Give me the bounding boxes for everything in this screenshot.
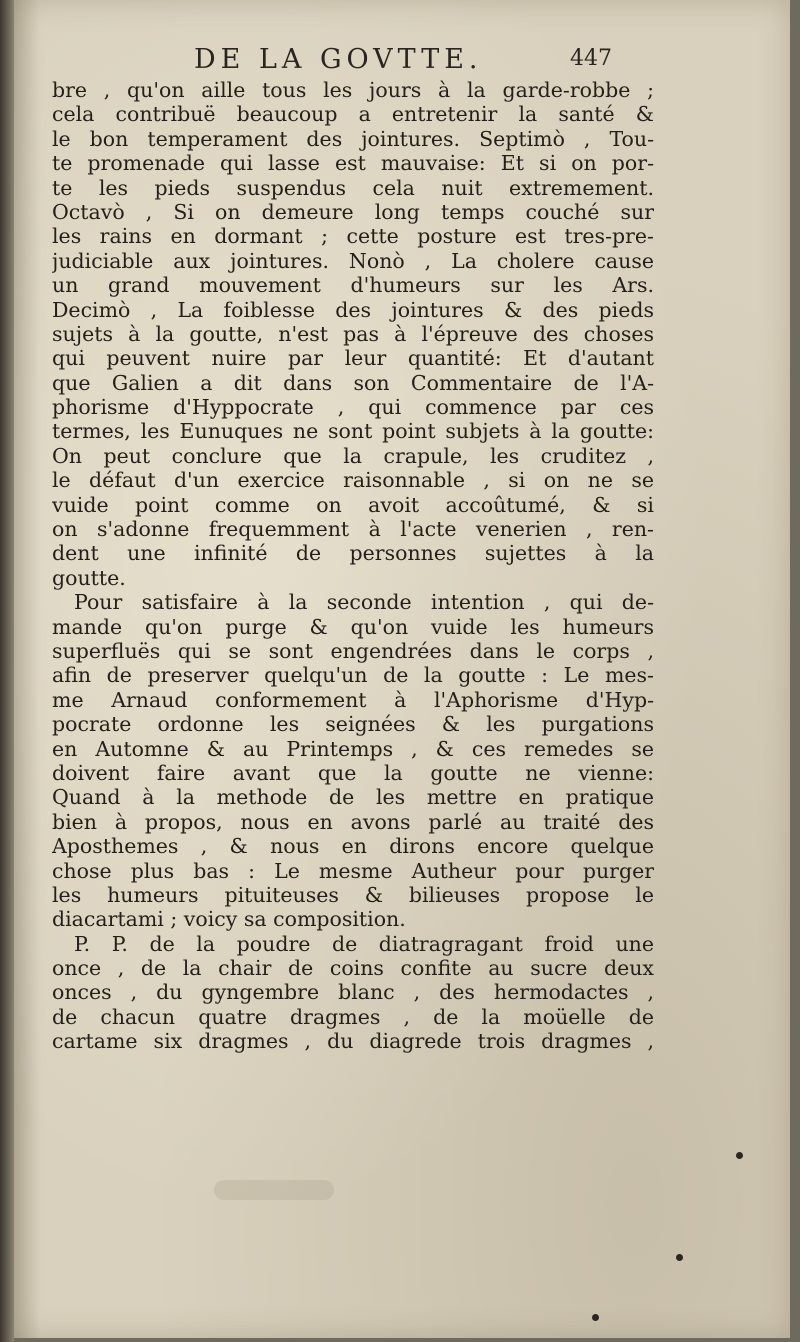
text-line: onces , du gyngembre blanc , des hermodactes , — [52, 980, 654, 1005]
text-line: de chacun quatre dragmes , de la moüelle de — [52, 1004, 654, 1029]
text-line: superfluës qui se sont engendrées dans le corps , — [52, 638, 654, 663]
ink-bleed-smudge — [214, 1180, 334, 1200]
text-line: chose plus bas : Le mesme Autheur pour purger — [52, 858, 654, 883]
text-line: Quand à la methode de les mettre en pratique — [52, 785, 654, 810]
text-line: judiciable aux jointures. Nonò , La cholere cause — [52, 248, 654, 273]
text-line: sujets à la goutte, n'est pas à l'épreuve des choses — [52, 321, 654, 346]
text-line: afin de preserver quelqu'un de la goutte : Le mes- — [52, 663, 654, 688]
text-line: doivent faire avant que la goutte ne vienne: — [52, 760, 654, 785]
text-line: phorisme d'Hyppocrate , qui commence par ces — [52, 395, 654, 420]
text-line: me Arnaud conformement à l'Aphorisme d'Hyp- — [52, 687, 654, 712]
ink-speck — [736, 1152, 743, 1159]
text-line: On peut conclure que la crapule, les cruditez , — [52, 443, 654, 468]
text-line: goutte. — [52, 565, 126, 590]
text-line: Pour satisfaire à la seconde intention , qui de- — [74, 590, 654, 615]
text-line: once , de la chair de coins confite au sucre deux — [52, 956, 654, 981]
text-line: qui peuvent nuire par leur quantité: Et d'autant — [52, 346, 654, 371]
text-line: termes, les Eunuques ne sont point subjets à la goutte: — [52, 419, 654, 444]
ink-speck — [592, 1314, 599, 1321]
text-line: en Automne & au Printemps , & ces remedes se — [52, 736, 654, 761]
ink-speck — [676, 1254, 683, 1261]
text-line: les rains en dormant ; cette posture est tres-pre- — [52, 224, 654, 249]
text-line: diacartami ; voicy sa composition. — [52, 907, 406, 932]
text-line: te les pieds suspendus cela nuit extremement. — [52, 175, 654, 200]
text-line: cela contribuë beaucoup a entretenir la santé & — [52, 102, 654, 127]
book-spine-shadow — [0, 0, 14, 1342]
body-text — [52, 78, 654, 1054]
text-line: pocrate ordonne les seignées & les purgations — [52, 712, 654, 737]
book-page — [14, 0, 790, 1338]
text-line: bien à propos, nous en avons parlé au traité des — [52, 809, 654, 834]
running-title: DE LA GOVTTE. — [194, 44, 483, 75]
text-line: mande qu'on purge & qu'on vuide les humeurs — [52, 614, 654, 639]
text-line: le défaut d'un exercice raisonnable , si on ne se — [52, 468, 654, 493]
text-line: bre , qu'on aille tous les jours à la garde-robbe ; — [52, 78, 654, 102]
text-line: P. P. de la poudre de diatragragant froid une — [74, 931, 654, 956]
text-line: Decimò , La foiblesse des jointures & des pieds — [52, 297, 654, 322]
text-line: un grand mouvement d'humeurs sur les Ars. — [52, 273, 654, 298]
text-line: les humeurs pituiteuses & bilieuses propose le — [52, 882, 654, 907]
text-line: que Galien a dit dans son Commentaire de l'A- — [52, 370, 654, 395]
text-line: Aposthemes , & nous en dirons encore quelque — [52, 834, 654, 859]
text-line: te promenade qui lasse est mauvaise: Et si on por- — [52, 151, 654, 176]
text-line: cartame six dragmes , du diagrede trois dragmes , — [52, 1029, 654, 1054]
page-number: 447 — [570, 46, 612, 71]
text-line: le bon temperament des jointures. Septimò , Tou- — [52, 126, 654, 151]
text-line: dent une infinité de personnes sujettes à la — [52, 541, 654, 566]
text-line: vuide point comme on avoit accoûtumé, & si — [52, 492, 654, 517]
text-line: on s'adonne frequemment à l'acte venerien , ren- — [52, 517, 654, 542]
text-line: Octavò , Si on demeure long temps couché sur — [52, 199, 654, 224]
